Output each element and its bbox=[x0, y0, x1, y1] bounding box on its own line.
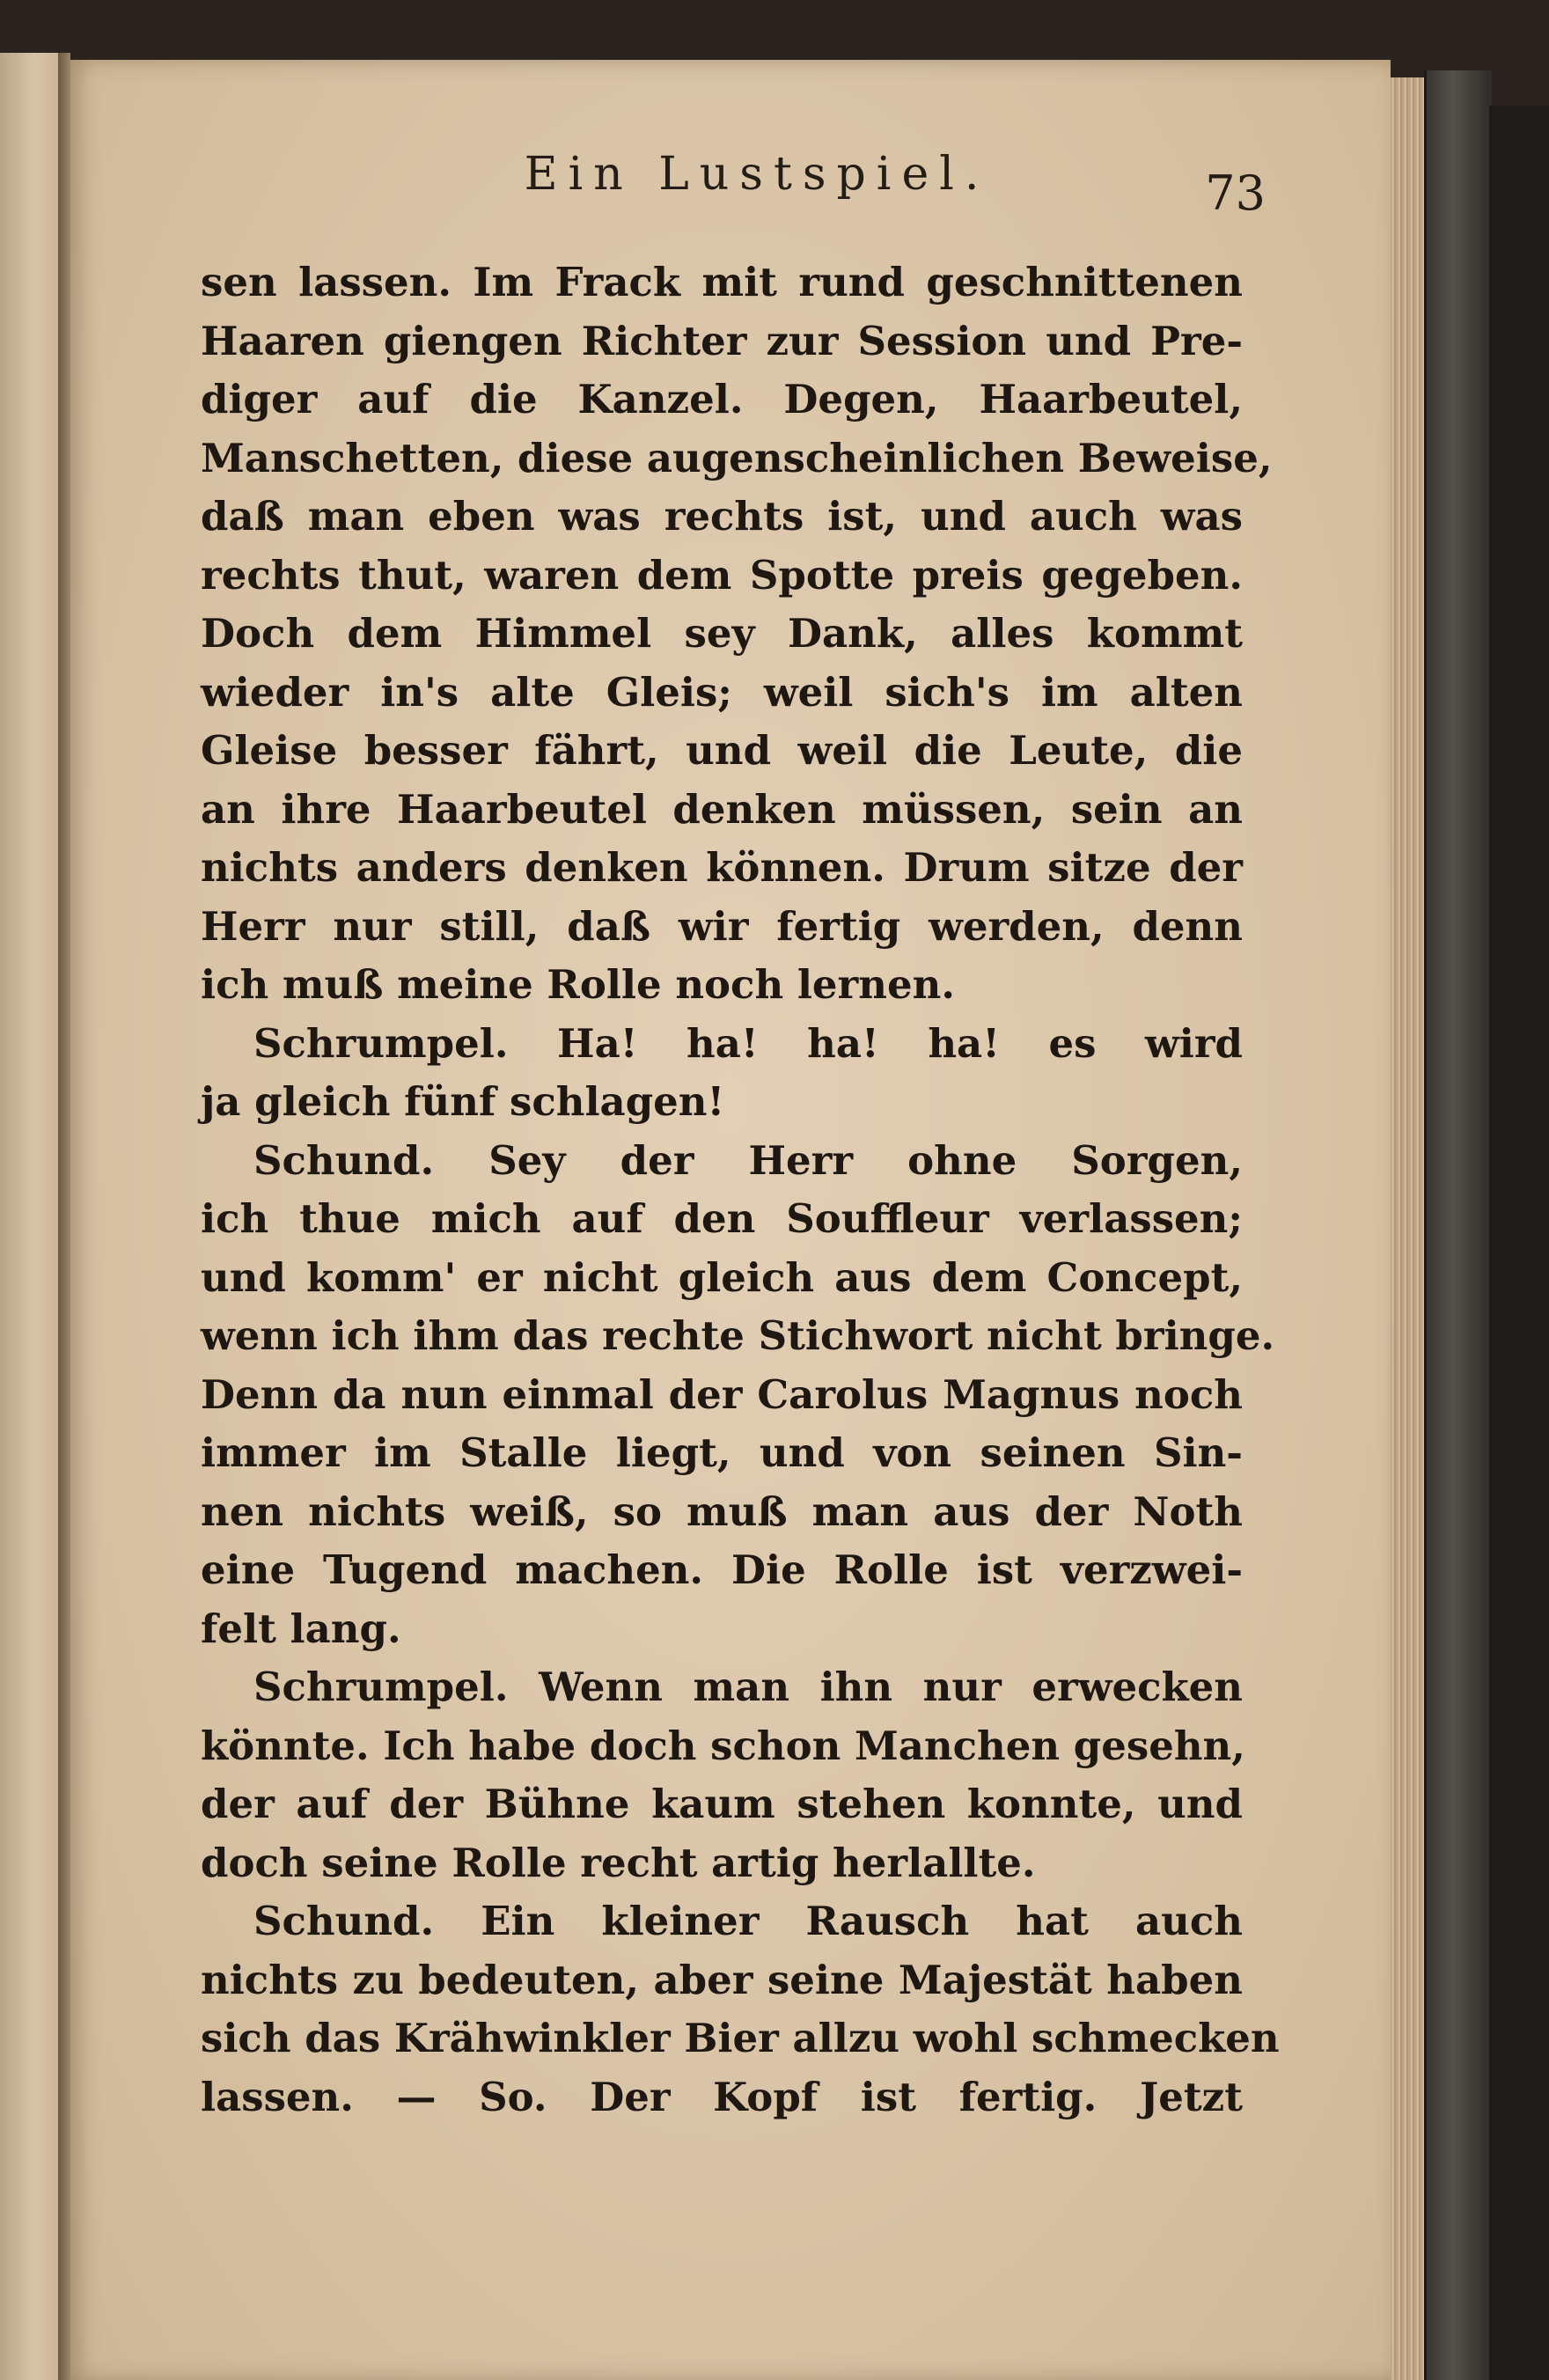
text-line: immer im Stalle liegt, und von seinen Sin- bbox=[201, 1429, 1243, 1476]
text-line: Haaren giengen Richter zur Session und Pre- bbox=[201, 317, 1243, 364]
page-block-edges bbox=[1391, 77, 1424, 2380]
text-line: ja gleich fünf schlagen! bbox=[201, 1078, 725, 1125]
text-line: rechts thut, waren dem Spotte preis gegeben. bbox=[201, 551, 1243, 599]
text-line: felt lang. bbox=[201, 1605, 401, 1652]
text-line: nichts anders denken können. Drum sitze der bbox=[201, 844, 1243, 891]
text-line: und komm' er nicht gleich aus dem Concept, bbox=[201, 1253, 1243, 1301]
text-line: wenn ich ihm das rechte Stichwort nicht bringe. bbox=[201, 1312, 1275, 1359]
page-number: 73 bbox=[1205, 165, 1266, 221]
text-line: Manschetten, diese augenscheinlichen Beweise, bbox=[201, 434, 1273, 481]
text-line: an ihre Haarbeutel denken müssen, sein an bbox=[201, 785, 1243, 833]
speaker-line: Schund. Sey der Herr ohne Sorgen, bbox=[253, 1136, 1243, 1184]
text-line: sich das Krähwinkler Bier allzu wohl schmecken bbox=[201, 2015, 1280, 2061]
text-line: Herr nur still, daß wir fertig werden, denn bbox=[201, 902, 1243, 950]
text-line: lassen. — So. Der Kopf ist fertig. Jetzt bbox=[201, 2073, 1243, 2120]
text-line: der auf der Bühne kaum stehen konnte, und bbox=[201, 1781, 1243, 1827]
text-line: eine Tugend machen. Die Rolle ist verzwei- bbox=[201, 1546, 1243, 1593]
text-line: diger auf die Kanzel. Degen, Haarbeutel, bbox=[201, 376, 1243, 422]
text-line: nichts zu bedeuten, aber seine Majestät haben bbox=[201, 1956, 1243, 2003]
book-cover bbox=[1424, 70, 1492, 2380]
text-line: daß man eben was rechts ist, und auch was bbox=[201, 493, 1243, 540]
text-line: wieder in's alte Gleis; weil sich's im alten bbox=[201, 668, 1243, 716]
text-line: Denn da nun einmal der Carolus Magnus noch bbox=[201, 1370, 1243, 1418]
text-line: sen lassen. Im Frack mit rund geschnittenen bbox=[201, 259, 1243, 305]
running-head: Ein Lustspiel. bbox=[524, 148, 990, 201]
text-line: ich thue mich auf den Souffleur verlassen; bbox=[201, 1195, 1243, 1242]
speaker-line: Schund. Ein kleiner Rausch hat auch bbox=[253, 1898, 1243, 1944]
speaker-line: Schrumpel. Ha! ha! ha! ha! es wird bbox=[253, 1019, 1243, 1067]
book-gutter bbox=[58, 53, 70, 2380]
speaker-line: Schrumpel. Wenn man ihn nur erwecken bbox=[253, 1664, 1243, 1710]
background bbox=[1489, 106, 1549, 2380]
text-line: Doch dem Himmel sey Dank, alles kommt bbox=[201, 610, 1243, 657]
text-line: doch seine Rolle recht artig herlallte. bbox=[201, 1839, 1036, 1886]
text-line: könnte. Ich habe doch schon Manchen gesehn, bbox=[201, 1722, 1245, 1769]
body-text bbox=[201, 253, 1280, 2127]
text-line: Gleise besser fährt, und weil die Leute, die bbox=[201, 727, 1243, 774]
facing-page-edge bbox=[0, 53, 60, 2380]
text-line: ich muß meine Rolle noch lernen. bbox=[201, 961, 955, 1008]
text-line: nen nichts weiß, so muß man aus der Noth bbox=[201, 1488, 1243, 1535]
